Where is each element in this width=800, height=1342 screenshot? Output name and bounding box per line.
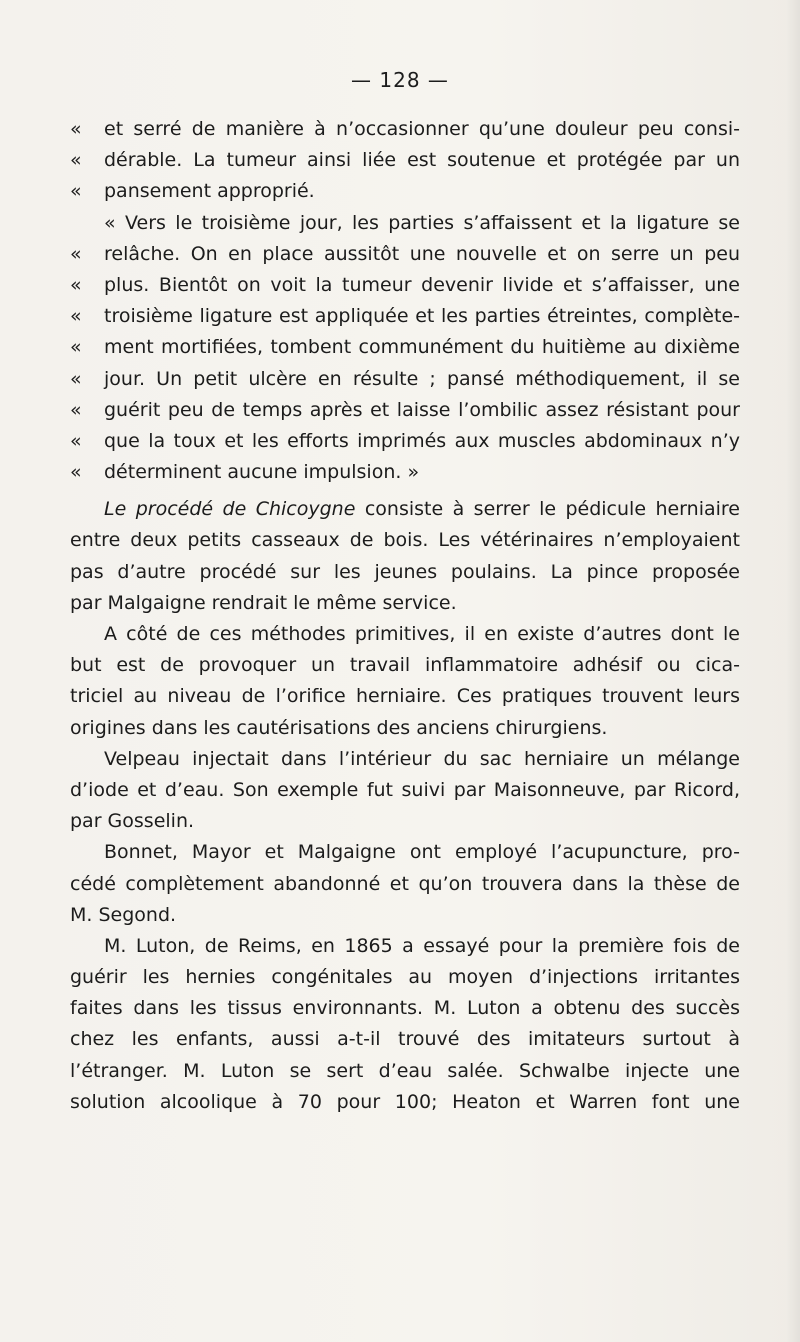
quote-mark: « <box>70 367 82 390</box>
quote-line-text: que la toux et les efforts imprimés aux muscles abdominaux n’y <box>104 429 740 452</box>
quote-mark: « <box>70 461 82 484</box>
body-line: but est de provoquer un travail inflammatoire adhésif ou cica- <box>70 654 740 677</box>
body-line: solution alcoolique à 70 pour 100; Heaton et Warren font une <box>70 1090 740 1113</box>
quote-line <box>70 457 740 488</box>
body-line: triciel au niveau de l’orifice herniaire. Ces pratiques trouvent leurs <box>70 685 740 708</box>
paragraph-first-line <box>70 494 740 525</box>
quote-line <box>70 239 740 270</box>
quote-mark: « <box>70 242 82 265</box>
quote-line-text: troisième ligature est appliquée et les parties étreintes, complète- <box>104 305 740 328</box>
body-line: pas d’autre procédé sur les jeunes poulains. La pince proposée <box>70 560 740 583</box>
body-line: chez les enfants, aussi a-t-il trouvé des imitateurs surtout à <box>70 1028 740 1051</box>
quote-mark: « <box>70 149 82 172</box>
body-line: entre deux petits casseaux de bois. Les vétérinaires n’employaient <box>70 529 740 552</box>
quote-line-text: pansement approprié. <box>104 180 315 203</box>
page-number: — 128 — <box>351 68 449 92</box>
quote-line <box>70 114 740 145</box>
quote-line <box>70 426 740 457</box>
quote-mark: « <box>70 398 82 421</box>
page-text <box>70 114 740 1118</box>
quote-line-text: dérable. La tumeur ainsi liée est soutenue et protégée par un <box>104 149 740 172</box>
quote-line-text: jour. Un petit ulcère en résulte ; pansé méthodiquement, il se <box>104 367 740 390</box>
paragraph-first-line: Bonnet, Mayor et Malgaigne ont employé l’acupuncture, pro- <box>104 841 740 864</box>
body-line: par Malgaigne rendrait le même service. <box>70 591 457 614</box>
quote-line-text: déterminent aucune impulsion. » <box>104 461 420 484</box>
body-line: par Gosselin. <box>70 810 195 833</box>
quote-mark: « <box>70 273 82 296</box>
line-text: consiste à serrer le pédicule herniaire <box>355 498 740 521</box>
quote-line-text: guérit peu de temps après et laisse l’ombilic assez résistant pour <box>104 398 740 421</box>
quote-paragraph-start <box>70 208 740 239</box>
page-edge-shadow <box>786 0 800 1342</box>
body-line: faites dans les tissus environnants. M. Luton a obtenu des succès <box>70 997 740 1020</box>
quote-line-text: plus. Bientôt on voit la tumeur devenir livide et s’affaisser, une <box>104 273 740 296</box>
paragraph-first-line: M. Luton, de Reims, en 1865 a essayé pour la première fois de <box>104 934 740 957</box>
quote-line <box>70 270 740 301</box>
body-line: guérir les hernies congénitales au moyen d’injections irritantes <box>70 966 740 989</box>
body-line: M. Segond. <box>70 903 177 926</box>
body-line: l’étranger. M. Luton se sert d’eau salée. Schwalbe injecte une <box>70 1059 740 1082</box>
quote-line <box>70 176 740 207</box>
quote-mark: « <box>70 305 82 328</box>
quote-line <box>70 395 740 426</box>
quote-line-text: Vers le troisième jour, les parties s’affaissent et la ligature se <box>125 211 740 234</box>
quote-mark: « <box>70 118 82 140</box>
paragraph-first-line: Velpeau injectait dans l’intérieur du sac herniaire un mélange <box>104 747 740 770</box>
quote-line-text: relâche. On en place aussitôt une nouvelle et on serre un peu <box>104 242 740 265</box>
body-line: cédé complètement abandonné et qu’on trouvera dans la thèse de <box>70 872 740 895</box>
quote-mark: « <box>70 429 82 452</box>
quote-mark: « <box>104 211 116 234</box>
quote-mark: « <box>70 336 82 359</box>
body-line: origines dans les cautérisations des anciens chirurgiens. <box>70 716 608 739</box>
quote-line <box>70 301 740 332</box>
paragraph-first-line: A côté de ces méthodes primitives, il en existe d’autres dont le <box>104 623 740 645</box>
quote-line-text: ment mortifiées, tombent communément du huitième au dixième <box>104 336 740 359</box>
italic-term: Le procédé de Chicoygne <box>104 498 356 521</box>
body-line: d’iode et d’eau. Son exemple fut suivi par Maisonneuve, par Ricord, <box>70 778 740 801</box>
quote-line <box>70 364 740 395</box>
quote-line <box>70 145 740 176</box>
quote-mark: « <box>70 180 82 203</box>
quote-line-text: et serré de manière à n’occasionner qu’une douleur peu consi- <box>104 118 740 140</box>
quote-line <box>70 332 740 363</box>
